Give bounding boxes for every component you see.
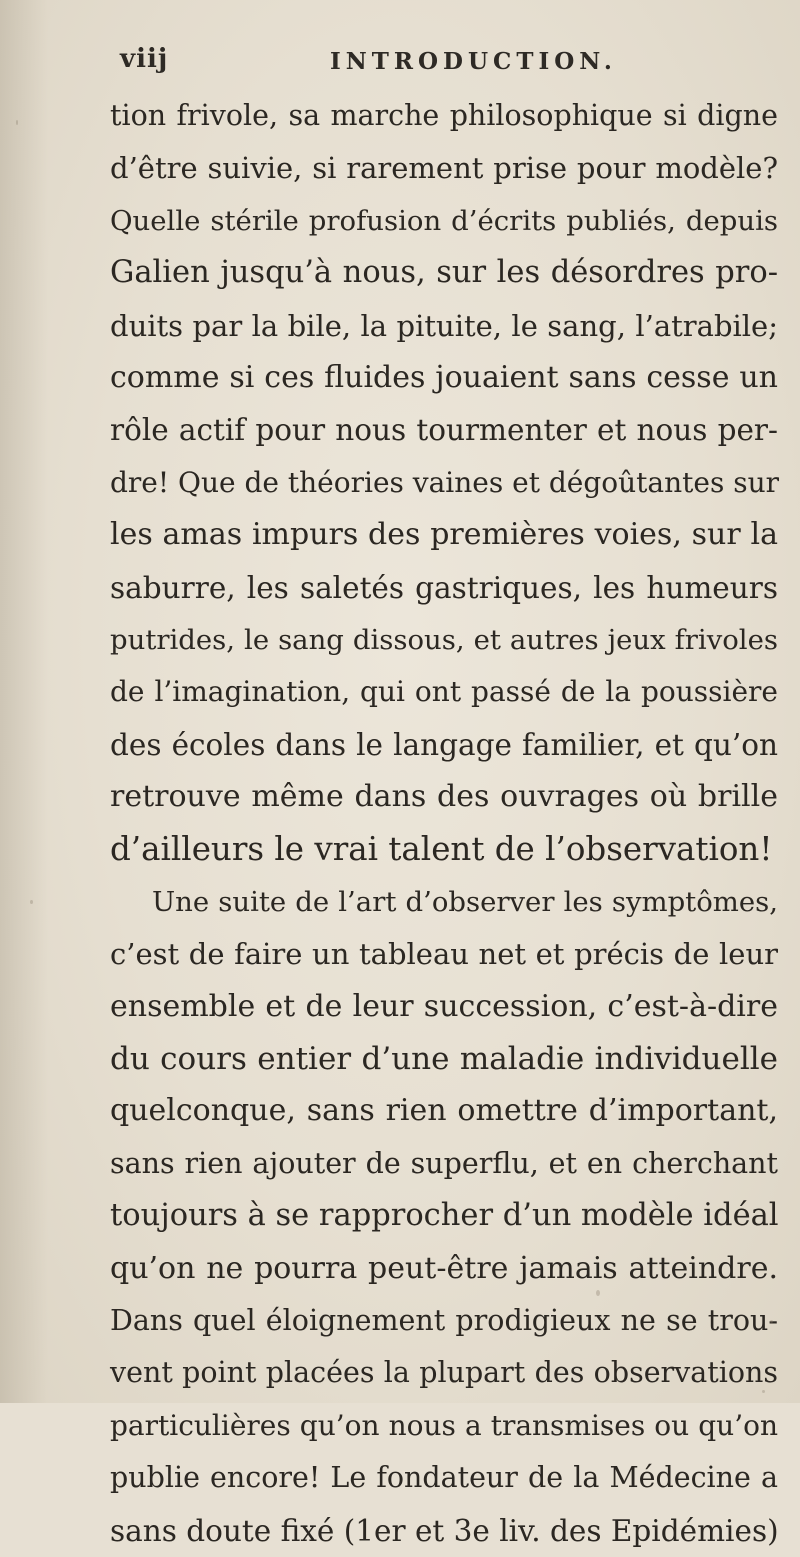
text-line: toujours à se rapprocher d’un modèle idéal	[110, 1198, 779, 1234]
page-number: viij	[120, 44, 169, 74]
text-line: tion frivole, sa marche philosophique si digne	[110, 99, 778, 132]
text-line: vent point placées la plupart des observations	[110, 1356, 778, 1390]
text-line: retrouve même dans des ouvrages où brille	[110, 779, 778, 815]
text-line: publie encore! Le fondateur de la Médecine a	[110, 1461, 778, 1495]
text-line: Galien jusqu’à nous, sur les désordres pro-	[110, 255, 778, 291]
text-line: comme si ces fluides jouaient sans cesse un	[110, 359, 778, 395]
text-line: sans rien ajouter de superflu, et en cherchant	[110, 1146, 778, 1180]
text-line: duits par la bile, la pituite, le sang, l’atrabile;	[110, 308, 778, 343]
text-line: c’est de faire un tableau net et précis de leur	[110, 937, 778, 972]
text-line: des écoles dans le langage familier, et qu’on	[110, 727, 778, 762]
text-line: saburre, les saletés gastriques, les humeurs	[110, 570, 778, 605]
paragraph-first-line: Une suite de l’art d’observer les symptômes,	[152, 885, 778, 918]
body-text	[110, 90, 778, 1557]
text-line: qu’on ne pourra peut-être jamais atteindre.	[110, 1250, 778, 1286]
page-gutter-shadow	[0, 0, 48, 1403]
text-line: d’être suivie, si rarement prise pour modèle?	[110, 151, 778, 186]
text-line: sans doute fixé (1er et 3e liv. des Epidémies)	[110, 1513, 779, 1548]
text-line: dre! Que de théories vaines et dégoûtantes sur	[110, 465, 780, 499]
text-line: putrides, le sang dissous, et autres jeux frivoles	[110, 623, 778, 656]
text-line: du cours entier d’une maladie individuelle	[110, 1041, 778, 1078]
text-line: Quelle stérile profusion d’écrits publiés, depuis	[110, 204, 778, 237]
text-line: Dans quel éloignement prodigieux ne se trou-	[110, 1303, 778, 1337]
text-line: les amas impurs des premières voies, sur la	[110, 517, 778, 553]
text-line: rôle actif pour nous tourmenter et nous per-	[110, 413, 778, 448]
text-line: de l’imagination, qui ont passé de la poussière	[110, 675, 778, 709]
text-line: ensemble et de leur succession, c’est-à-dire	[110, 988, 778, 1024]
running-head: INTRODUCTION.	[330, 48, 617, 75]
text-line: quelconque, sans rien omettre d’important,	[110, 1093, 778, 1129]
text-line: d’ailleurs le vrai talent de l’observation!	[110, 830, 773, 869]
text-line: particulières qu’on nous a transmises ou qu’on	[110, 1408, 778, 1442]
page-header	[0, 44, 800, 84]
